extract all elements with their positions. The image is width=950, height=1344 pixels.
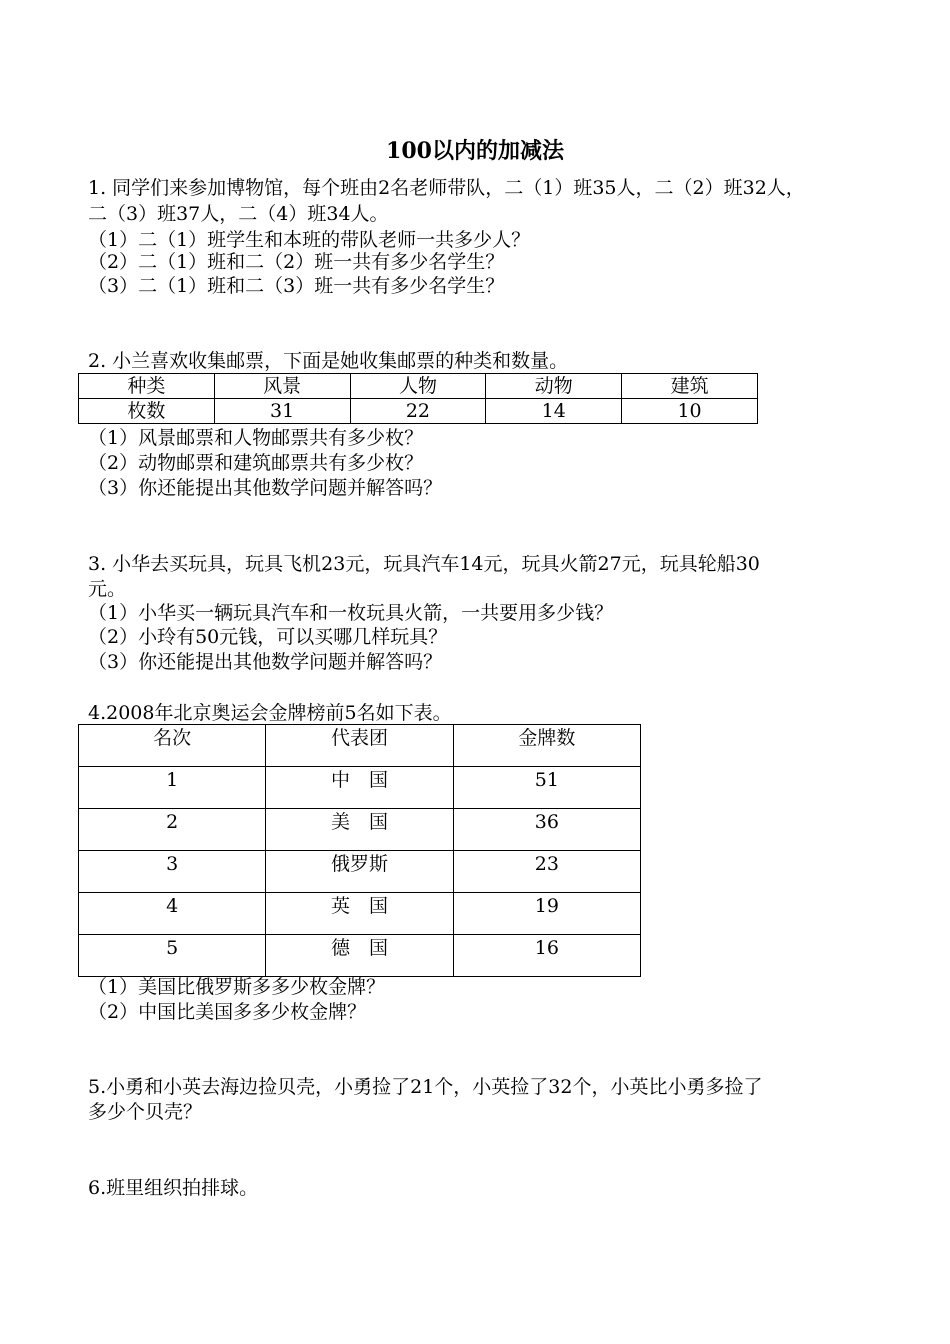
table-header-cell: 人物 [350, 374, 486, 399]
table-cell: 5 [79, 935, 266, 977]
question-3-sub-3: （3）你还能提出其他数学问题并解答吗？ [88, 651, 443, 673]
table-row [79, 374, 758, 399]
table-header-cell: 种类 [79, 374, 215, 399]
table-cell: 16 [453, 935, 640, 977]
table-row [79, 725, 641, 767]
question-2-text: 2. 小兰喜欢收集邮票，下面是她收集邮票的种类和数量。 [88, 350, 569, 372]
question-1-text-line2: 二（3）班37人，二（4）班34人。 [88, 203, 389, 225]
table-cell: 中 国 [266, 767, 453, 809]
question-1-sub-1: （1）二（1）班学生和本班的带队老师一共多少人？ [88, 229, 531, 251]
question-4-sub-1: （1）美国比俄罗斯多多少枚金牌？ [88, 976, 386, 998]
table-cell: 枚数 [79, 399, 215, 424]
table-cell: 10 [622, 399, 758, 424]
question-5-text-line1: 5.小勇和小英去海边捡贝壳，小勇捡了21个，小英捡了32个，小英比小勇多捡了 [88, 1076, 763, 1098]
table-cell: 2 [79, 809, 266, 851]
table-header-cell: 代表团 [266, 725, 453, 767]
page-title: 100以内的加减法 [386, 138, 564, 164]
question-2-sub-2: （2）动物邮票和建筑邮票共有多少枚？ [88, 452, 424, 474]
question-2-sub-3: （3）你还能提出其他数学问题并解答吗？ [88, 477, 443, 499]
medal-table [78, 724, 641, 977]
table-cell: 14 [486, 399, 622, 424]
table-header-cell: 建筑 [622, 374, 758, 399]
table-row [79, 809, 641, 851]
question-2-sub-1: （1）风景邮票和人物邮票共有多少枚？ [88, 427, 424, 449]
question-3-sub-1: （1）小华买一辆玩具汽车和一枚玩具火箭，一共要用多少钱？ [88, 602, 614, 624]
table-cell: 4 [79, 893, 266, 935]
question-5-text-line2: 多少个贝壳？ [88, 1101, 203, 1123]
table-header-cell: 金牌数 [453, 725, 640, 767]
table-cell: 19 [453, 893, 640, 935]
table-cell: 31 [214, 399, 350, 424]
stamp-table [78, 373, 758, 424]
table-cell: 51 [453, 767, 640, 809]
table-cell: 德 国 [266, 935, 453, 977]
question-3-text-line1: 3. 小华去买玩具，玩具飞机23元，玩具汽车14元，玩具火箭27元，玩具轮船30 [88, 553, 760, 575]
table-row [79, 935, 641, 977]
question-1-text-line1: 1. 同学们来参加博物馆，每个班由2名老师带队，二（1）班35人，二（2）班32人， [88, 177, 805, 199]
question-6-text: 6.班里组织拍排球。 [88, 1177, 259, 1199]
question-3-text-line2: 元。 [88, 578, 127, 600]
table-row [79, 399, 758, 424]
question-3-sub-2: （2）小玲有50元钱，可以买哪几样玩具？ [88, 626, 448, 648]
table-cell: 3 [79, 851, 266, 893]
table-cell: 美 国 [266, 809, 453, 851]
table-cell: 36 [453, 809, 640, 851]
table-row [79, 851, 641, 893]
table-header-cell: 动物 [486, 374, 622, 399]
question-4-text: 4.2008年北京奥运会金牌榜前5名如下表。 [88, 702, 452, 724]
table-row [79, 767, 641, 809]
question-1-sub-2: （2）二（1）班和二（2）班一共有多少名学生？ [88, 251, 505, 273]
question-4-sub-2: （2）中国比美国多多少枚金牌？ [88, 1001, 367, 1023]
table-cell: 1 [79, 767, 266, 809]
table-cell: 俄罗斯 [266, 851, 453, 893]
table-cell: 22 [350, 399, 486, 424]
table-cell: 英 国 [266, 893, 453, 935]
question-1-sub-3: （3）二（1）班和二（3）班一共有多少名学生？ [88, 275, 505, 297]
table-cell: 23 [453, 851, 640, 893]
table-row [79, 893, 641, 935]
table-header-cell: 名次 [79, 725, 266, 767]
table-header-cell: 风景 [214, 374, 350, 399]
